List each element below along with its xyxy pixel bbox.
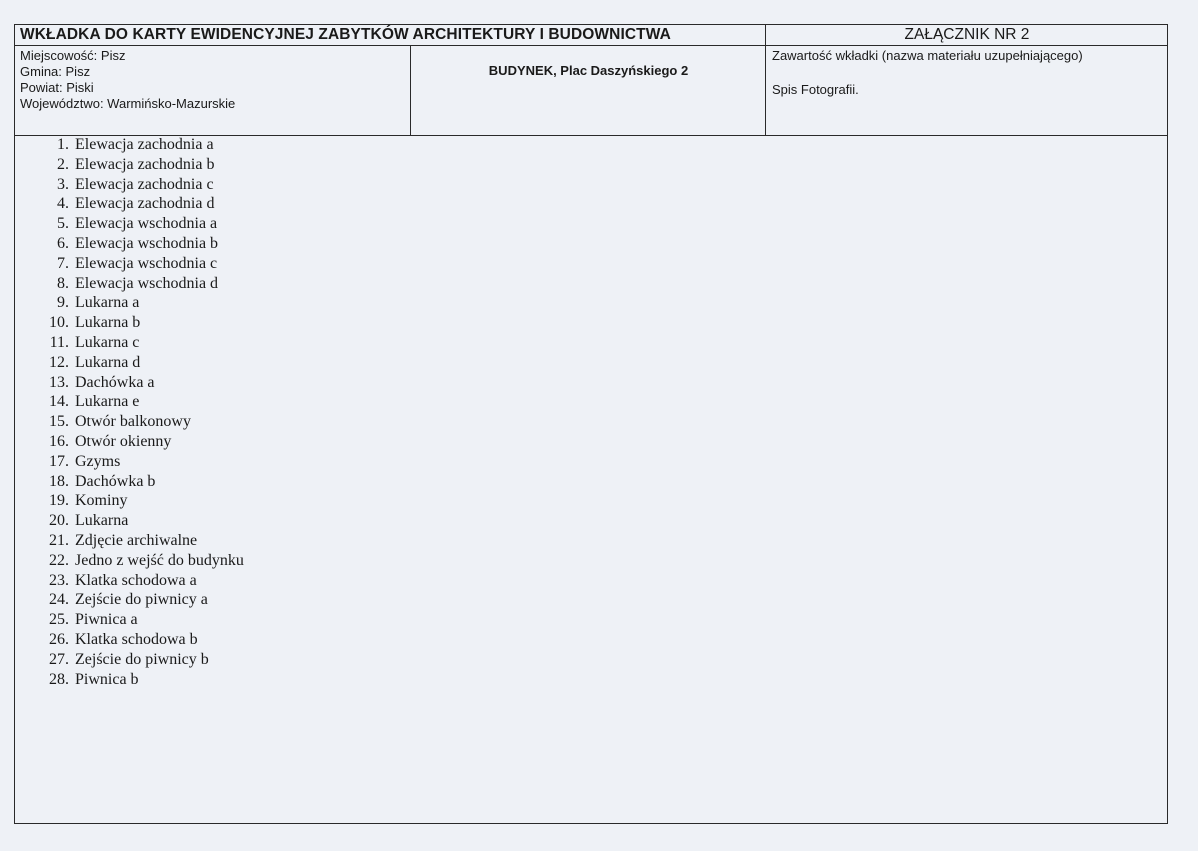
info-divider-right [765,46,766,135]
list-item-number: 24. [49,591,69,609]
list-item-label: Zejście do piwnicy b [75,650,209,668]
building-name: BUDYNEK, Plac Daszyńskiego 2 [488,63,689,78]
list-item-number: 25. [49,611,69,629]
record-insert-form [14,24,1168,824]
list-item-label: Lukarna c [75,333,140,351]
list-item-label: Jedno z wejść do budynku [75,551,244,569]
list-item-label: Otwór okienny [75,432,172,450]
county-field: Powiat: Piski [20,80,94,95]
list-item-label: Elewacja zachodnia d [75,195,215,213]
list-item-number: 5. [57,215,69,233]
commune-field: Gmina: Pisz [20,64,91,79]
header-row [15,25,1167,46]
list-item-label: Elewacja zachodnia a [75,136,214,153]
list-item-number: 23. [49,571,69,589]
list-item-label: Lukarna [75,512,129,530]
list-item-number: 1. [57,136,69,153]
list-item-label: Dachówka b [75,472,156,490]
list-item-label: Lukarna b [75,314,141,332]
list-item-number: 11. [49,333,69,351]
list-item-label: Piwnica b [75,670,139,688]
list-item-number: 22. [49,551,69,569]
list-item-number: 6. [57,234,69,252]
list-item-label: Elewacja wschodnia a [75,215,218,233]
list-item-label: Elewacja zachodnia b [75,155,215,173]
list-item-number: 28. [49,670,69,688]
list-item-label: Elewacja wschodnia b [75,234,219,252]
list-item-label: Zejście do piwnicy a [75,591,208,609]
list-item-number: 18. [49,472,69,490]
list-item-label: Lukarna d [75,353,141,371]
content-value: Spis Fotografii. [772,82,859,97]
list-item-label: Piwnica a [75,611,138,629]
list-item-label: Otwór balkonowy [75,413,191,431]
list-item-label: Klatka schodowa b [75,630,198,648]
list-item-number: 17. [49,452,69,470]
list-item-label: Lukarna a [75,294,140,312]
list-item-label: Zdjęcie archiwalne [75,531,198,549]
list-item-number: 10. [49,314,69,332]
list-item-number: 26. [49,630,69,648]
annex-label: ZAŁĄCZNIK NR 2 [904,26,1030,43]
list-item-label: Lukarna e [75,393,140,411]
info-divider-left [410,46,411,135]
list-item-label: Elewacja zachodnia c [75,175,214,193]
list-item-number: 16. [49,432,69,450]
list-item-number: 7. [57,254,69,272]
list-item-label: Kominy [75,492,128,510]
content-label: Zawartość wkładki (nazwa materiału uzupełniającego) [772,48,1083,63]
list-item-number: 3. [57,175,69,193]
list-item-number: 21. [49,531,69,549]
list-item-number: 2. [57,155,69,173]
list-item-label: Gzyms [75,452,121,470]
voivodeship-field: Województwo: Warmińsko-Mazurskie [20,96,236,111]
list-item-number: 12. [49,353,69,371]
location-block [20,48,235,112]
list-item-number: 15. [49,413,69,431]
list-item-number: 8. [57,274,69,292]
list-item-label: Elewacja wschodnia d [75,274,219,292]
document-title: WKŁADKA DO KARTY EWIDENCYJNEJ ZABYTKÓW ARCHITEKTURY I BUDOWNICTWA [20,26,671,43]
list-item-number: 20. [49,512,69,530]
locality-field: Miejscowość: Pisz [20,48,126,63]
list-item-number: 14. [49,393,69,411]
list-item-number: 13. [49,373,69,391]
list-item-label: Dachówka a [75,373,155,391]
list-item-label: Klatka schodowa a [75,571,197,589]
list-item-number: 19. [49,492,69,510]
list-item-number: 9. [57,294,69,312]
list-item-number: 27. [49,650,69,668]
list-item-number: 4. [57,195,69,213]
info-row [15,46,1167,136]
list-item-label: Elewacja wschodnia c [75,254,218,272]
